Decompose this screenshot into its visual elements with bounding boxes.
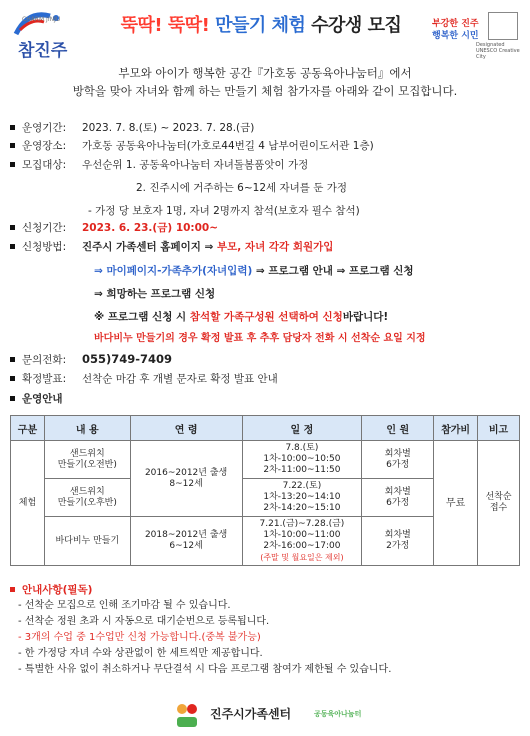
people-cell: 회차별 6가정	[362, 479, 434, 517]
note-item: - 한 가정당 자녀 수와 상관없이 한 세트씩만 제공합니다.	[18, 648, 263, 659]
target-value-2: 2. 진주시에 거주하는 6~12세 자녀를 둔 가정	[136, 182, 348, 194]
method-line-3: ⇒ 희망하는 프로그램 신청	[94, 288, 216, 300]
method-line-5: 바다비누 만들기의 경우 확정 발표 후 추후 담당자 전화 시 선착순 요일 지정	[94, 333, 426, 344]
slogan-logo: 부강한 진주 행복한 시민 Designated UNESCO Creative City	[432, 8, 524, 64]
people-cell: 회차별 6가정	[362, 441, 434, 479]
age-cell: 2016~2012년 출생 8~12세	[130, 441, 242, 517]
unesco-emblem	[488, 12, 518, 40]
table-row	[11, 441, 520, 479]
content-cell: 샌드위치 만들기(오후반)	[44, 479, 130, 517]
schedule-cell: 7.21.(금)~7.28.(금) 1차-10:00~11:00 2차-16:00~17:00 (주말 및 월요일은 제외)	[242, 517, 362, 566]
people-cell: 회차별 2가정	[362, 517, 434, 566]
fee-cell: 무료	[434, 441, 478, 566]
age-cell: 2018~2012년 출생 6~12세	[130, 517, 242, 566]
header-fee: 참가비	[434, 416, 478, 441]
place-row: 운영장소: 가호동 공동육아나눔터(가호로44번길 4 남부어린이도서관 1층)	[10, 140, 374, 153]
category-cell: 체험	[11, 441, 45, 566]
note-item: - 선착순 모집으로 인해 조기마감 될 수 있습니다.	[18, 600, 231, 611]
notes-title: 안내사항(필독)	[10, 582, 92, 597]
phone-row: 문의전화: 055)749-7409	[10, 353, 172, 367]
org-name: 진주시가족센터	[210, 707, 292, 721]
header-schedule: 일 정	[242, 416, 362, 441]
header-remark: 비고	[478, 416, 520, 441]
guide-row: 운영안내	[10, 393, 63, 406]
intro-line-2: 방학을 맞아 자녀와 함께 하는 만들기 체험 참가자를 아래와 같이 모집합니다.	[72, 84, 458, 98]
method-line-4: ※ 프로그램 신청 시 참석할 가족구성원 선택하여 신청바랍니다!	[94, 311, 389, 323]
apply-row: 신청기간: 2023. 6. 23.(금) 10:00~	[10, 222, 218, 235]
method-row: 신청방법: 진주시 가족센터 홈페이지 ⇒ 부모, 자녀 각각 회원가입	[10, 241, 333, 254]
target-row: 모집대상: 우선순위 1. 공동육아나눔터 자녀돌봄품앗이 가정	[10, 159, 308, 172]
header-category: 구분	[11, 416, 45, 441]
logo-sub-text: CHARM JINJU	[22, 16, 61, 23]
header-age: 연 령	[130, 416, 242, 441]
header-people: 인 원	[362, 416, 434, 441]
content-cell: 바다비누 만들기	[44, 517, 130, 566]
childcare-logo: 공동육아나눔터	[314, 710, 362, 718]
note-item: - 3개의 수업 중 1수업만 신청 가능합니다.(중복 불가능)	[18, 632, 261, 643]
schedule-cell: 7.8.(토) 1차-10:00~10:50 2차-11:00~11:50	[242, 441, 362, 479]
table-header-row	[11, 416, 520, 441]
remark-cell: 선착순 접수	[478, 441, 520, 566]
schedule-table	[10, 415, 520, 566]
jinju-city-logo	[8, 6, 76, 64]
method-line-2: ⇒ 마이페이지-가족추가(자녀입력) ⇒ 프로그램 안내 ⇒ 프로그램 신청	[94, 265, 414, 277]
note-item: - 선착순 정원 초과 시 자동으로 대기순번으로 등록됩니다.	[18, 616, 270, 627]
confirm-row: 확정발표: 선착순 마감 후 개별 문자로 확정 발표 안내	[10, 373, 278, 386]
period-row: 운영기간: 2023. 7. 8.(토) ~ 2023. 7. 28.(금)	[10, 122, 254, 135]
target-value-3: - 가정 당 보호자 1명, 자녀 2명까지 참석(보호자 필수 참석)	[88, 205, 360, 217]
intro-line-1: 부모와 아이가 행복한 공간『가호동 공동육아나눔터』에서	[118, 66, 412, 80]
header-content: 내 용	[44, 416, 130, 441]
content-cell: 샌드위치 만들기(오전반)	[44, 441, 130, 479]
schedule-cell: 7.22.(토) 1차-13:20~14:10 2차-14:20~15:10	[242, 479, 362, 517]
note-item: - 특별한 사유 없이 취소하거나 무단결석 시 다음 프로그램 참여가 제한될 수 있습니다.	[18, 664, 392, 675]
logo-text: 참진주	[18, 41, 68, 61]
page-title: 뚝딱! 뚝딱! 만들기 체험 수강생 모집	[120, 15, 402, 36]
family-center-logo	[174, 700, 200, 730]
